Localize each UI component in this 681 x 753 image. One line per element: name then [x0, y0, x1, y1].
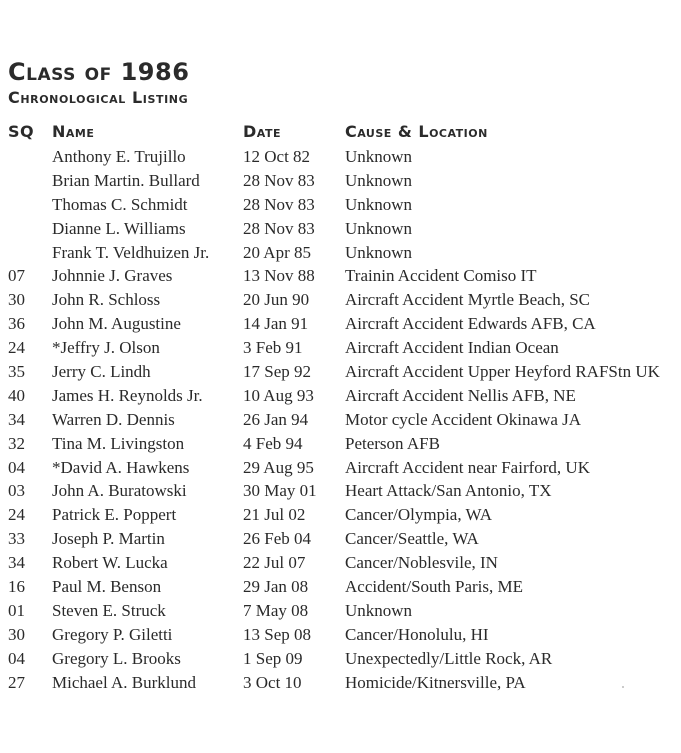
row-date: 22 Jul 07: [243, 553, 306, 573]
row-sq: 33: [8, 529, 25, 549]
row-date: 3 Feb 91: [243, 338, 303, 358]
row-sq: 04: [8, 648, 25, 668]
row-sq: 30: [8, 624, 25, 644]
table-row: [0, 528, 681, 552]
row-name: Tina M. Livingston: [52, 433, 185, 453]
row-name: John R. Schloss: [52, 290, 161, 310]
row-name: John A. Buratowski: [52, 481, 187, 501]
row-sq: 30: [8, 290, 25, 310]
row-name: Jerry C. Lindh: [52, 362, 151, 382]
row-name: *David A. Hawkens: [52, 457, 190, 477]
table-row: [0, 170, 681, 194]
row-cause: Cancer/Olympia, WA: [345, 505, 492, 525]
row-cause: Unexpectedly/Little Rock, AR: [345, 648, 553, 668]
row-name: Michael A. Burklund: [52, 672, 197, 692]
row-date: 13 Sep 08: [243, 624, 311, 644]
table-row: [0, 480, 681, 504]
row-sq: 16: [8, 577, 25, 597]
table-row: [0, 265, 681, 289]
row-sq: 27: [8, 672, 25, 692]
row-name: Gregory L. Brooks: [52, 648, 181, 668]
row-name: Johnnie J. Graves: [52, 266, 173, 286]
row-cause: Unknown: [345, 600, 413, 620]
row-date: 26 Jan 94: [243, 409, 309, 429]
table-row: [0, 624, 681, 648]
row-date: 7 May 08: [243, 600, 309, 620]
row-sq: 04: [8, 457, 25, 477]
row-date: 29 Jan 08: [243, 577, 309, 597]
row-cause: Unknown: [345, 194, 413, 214]
row-cause: Motor cycle Accident Okinawa JA: [345, 409, 582, 429]
table-row: [0, 337, 681, 361]
row-date: 20 Jun 90: [243, 290, 310, 310]
page-title: Class of 1986: [8, 58, 190, 86]
table-row: [0, 385, 681, 409]
row-sq: 34: [8, 409, 25, 429]
row-date: 28 Nov 83: [243, 170, 315, 190]
row-date: 21 Jul 02: [243, 505, 306, 525]
row-date: 1 Sep 09: [243, 648, 303, 668]
row-name: Joseph P. Martin: [52, 529, 165, 549]
row-date: 20 Apr 85: [243, 242, 311, 262]
row-cause: Heart Attack/San Antonio, TX: [345, 481, 552, 501]
row-cause: Aircraft Accident near Fairford, UK: [345, 457, 590, 477]
row-cause: Cancer/Seattle, WA: [345, 529, 479, 549]
table-row: [0, 552, 681, 576]
row-date: 28 Nov 83: [243, 194, 315, 214]
table-row: [0, 457, 681, 481]
table-row: [0, 242, 681, 266]
table-row: [0, 289, 681, 313]
row-name: Paul M. Benson: [52, 577, 162, 597]
row-name: Gregory P. Giletti: [52, 624, 173, 644]
row-name: Frank T. Veldhuizen Jr.: [52, 242, 210, 262]
table-row: [0, 361, 681, 385]
listing-table: [0, 146, 681, 695]
row-cause: Unknown: [345, 147, 413, 166]
row-name: Dianne L. Williams: [52, 218, 186, 238]
table-row: [0, 409, 681, 433]
row-cause: Unknown: [345, 242, 413, 262]
row-cause: Unknown: [345, 218, 413, 238]
row-date: 28 Nov 83: [243, 218, 315, 238]
row-sq: 40: [8, 385, 25, 405]
row-date: 26 Feb 04: [243, 529, 311, 549]
row-name: John M. Augustine: [52, 314, 181, 334]
row-cause: Aircraft Accident Indian Ocean: [345, 338, 559, 358]
row-sq: 01: [8, 600, 25, 620]
row-sq: 32: [8, 433, 25, 453]
row-cause: Aircraft Accident Edwards AFB, CA: [345, 314, 596, 334]
row-date: 29 Aug 95: [243, 457, 314, 477]
column-header-name: Name: [52, 122, 95, 141]
table-row: [0, 313, 681, 337]
row-name: *Jeffry J. Olson: [52, 338, 160, 358]
table-row: [0, 194, 681, 218]
row-cause: Trainin Accident Comiso IT: [345, 266, 537, 286]
row-sq: 34: [8, 553, 25, 573]
row-cause: Accident/South Paris, ME: [345, 577, 524, 597]
row-date: 12 Oct 82: [243, 147, 311, 166]
row-name: Anthony E. Trujillo: [52, 147, 186, 166]
row-sq: 24: [8, 505, 25, 525]
row-name: Steven E. Struck: [52, 600, 166, 620]
row-name: Warren D. Dennis: [52, 409, 175, 429]
row-name: Robert W. Lucka: [52, 553, 168, 573]
row-sq: 35: [8, 362, 25, 382]
row-date: 10 Aug 93: [243, 385, 314, 405]
row-cause: Aircraft Accident Upper Heyford RAFStn UK: [345, 362, 660, 382]
row-date: 30 May 01: [243, 481, 317, 501]
row-cause: Aircraft Accident Nellis AFB, NE: [345, 385, 576, 405]
column-header-cause: Cause & Location: [345, 122, 488, 141]
row-date: 14 Jan 91: [243, 314, 309, 334]
row-name: Patrick E. Poppert: [52, 505, 177, 525]
row-sq: 07: [8, 266, 25, 286]
row-cause: Unknown: [345, 170, 413, 190]
row-cause: Cancer/Noblesvile, IN: [345, 553, 498, 573]
table-row: [0, 504, 681, 528]
row-cause: Aircraft Accident Myrtle Beach, SC: [345, 290, 591, 310]
table-row: [0, 672, 681, 696]
row-sq: 03: [8, 481, 25, 501]
row-name: Thomas C. Schmidt: [52, 194, 188, 214]
row-date: 13 Nov 88: [243, 266, 315, 286]
column-header-sq: SQ: [8, 122, 35, 141]
table-row: [0, 600, 681, 624]
row-name: James H. Reynolds Jr.: [52, 385, 203, 405]
row-cause: Homicide/Kitnersville, PA: [345, 672, 526, 692]
table-row: [0, 433, 681, 457]
table-row: [0, 218, 681, 242]
row-sq: 36: [8, 314, 25, 334]
page-subtitle: Chronological Listing: [8, 88, 189, 107]
row-date: 4 Feb 94: [243, 433, 303, 453]
column-header-date: Date: [243, 122, 281, 141]
row-date: 17 Sep 92: [243, 362, 311, 382]
speck-mark: [622, 686, 624, 688]
table-row: [0, 648, 681, 672]
table-header: [0, 122, 681, 144]
table-row: [0, 146, 681, 170]
row-sq: 24: [8, 338, 25, 358]
row-cause: Peterson AFB: [345, 433, 440, 453]
row-date: 3 Oct 10: [243, 672, 302, 692]
row-cause: Cancer/Honolulu, HI: [345, 624, 489, 644]
row-name: Brian Martin. Bullard: [52, 170, 200, 190]
table-row: [0, 576, 681, 600]
